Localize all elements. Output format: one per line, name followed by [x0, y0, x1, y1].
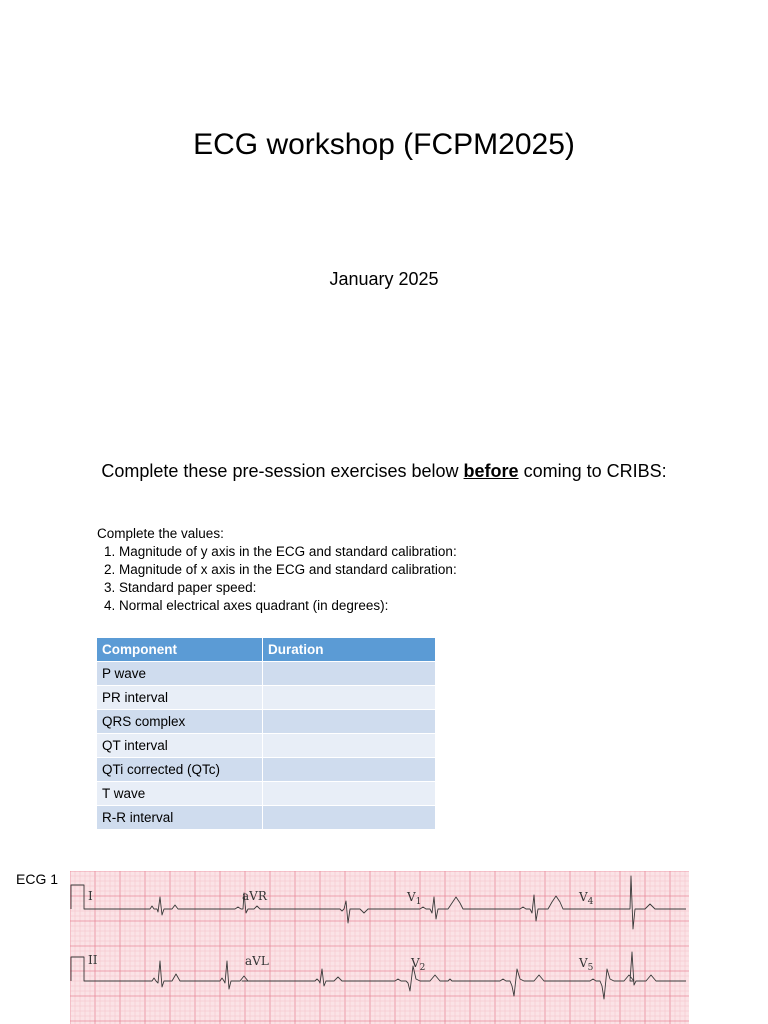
lead-label-V4-base: V [579, 890, 588, 904]
component-cell: T wave [97, 782, 263, 806]
ecg-label: ECG 1 [16, 871, 59, 887]
lead-label-V1-sub: 1 [415, 897, 422, 907]
document-date: January 2025 [329, 269, 439, 289]
questions-heading: Complete the values: [97, 526, 224, 541]
question-item: 3. Standard paper speed: [119, 579, 457, 597]
component-cell: PR interval [97, 686, 263, 710]
instruction-emphasis: before [463, 461, 519, 481]
duration-cell [263, 686, 436, 710]
instruction-before-text: Complete these pre-session exercises below [101, 461, 464, 481]
component-cell: R-R interval [97, 806, 263, 830]
table-row [97, 758, 436, 782]
lead-label-V2-base: V [411, 956, 420, 970]
duration-cell [263, 734, 436, 758]
lead-label-II: II [88, 953, 98, 967]
duration-cell [263, 782, 436, 806]
question-item: 2. Magnitude of x axis in the ECG and standard calibration: [119, 561, 457, 579]
column-header-duration: Duration [263, 638, 436, 662]
component-cell: QRS complex [97, 710, 263, 734]
lead-label-V4-sub: 4 [587, 897, 594, 907]
component-cell: P wave [97, 662, 263, 686]
lead-label-V2-sub: 2 [419, 963, 426, 973]
lead-label-aVL: aVL [245, 954, 269, 968]
lead-label-V5-base: V [579, 956, 588, 970]
document-title: ECG workshop (FCPM2025) [193, 128, 575, 161]
component-cell: QTi corrected (QTc) [97, 758, 263, 782]
component-cell: QT interval [97, 734, 263, 758]
duration-cell [263, 806, 436, 830]
lead-label-V5-sub: 5 [587, 963, 594, 973]
lead-label-V1-base: V [407, 890, 416, 904]
table-row [97, 734, 436, 758]
instruction-after-text: coming to CRIBS: [518, 461, 667, 481]
duration-cell [263, 710, 436, 734]
lead-label-aVR: aVR [242, 889, 267, 903]
question-item: 4. Normal electrical axes quadrant (in degrees): [119, 597, 457, 615]
question-item: 1. Magnitude of y axis in the ECG and standard calibration: [119, 543, 457, 561]
questions-list [97, 543, 457, 615]
table-row [97, 782, 436, 806]
ecg-svg [70, 871, 689, 1024]
table-row [97, 686, 436, 710]
instruction-text [0, 460, 768, 482]
questions-block [97, 525, 457, 615]
duration-cell [263, 758, 436, 782]
duration-cell [263, 662, 436, 686]
table-row [97, 710, 436, 734]
table-header-row [97, 638, 436, 662]
table-row [97, 806, 436, 830]
ecg-strip [70, 871, 689, 1024]
duration-table [96, 637, 436, 830]
column-header-component: Component [97, 638, 263, 662]
table-row [97, 662, 436, 686]
lead-label-I: I [88, 889, 93, 903]
